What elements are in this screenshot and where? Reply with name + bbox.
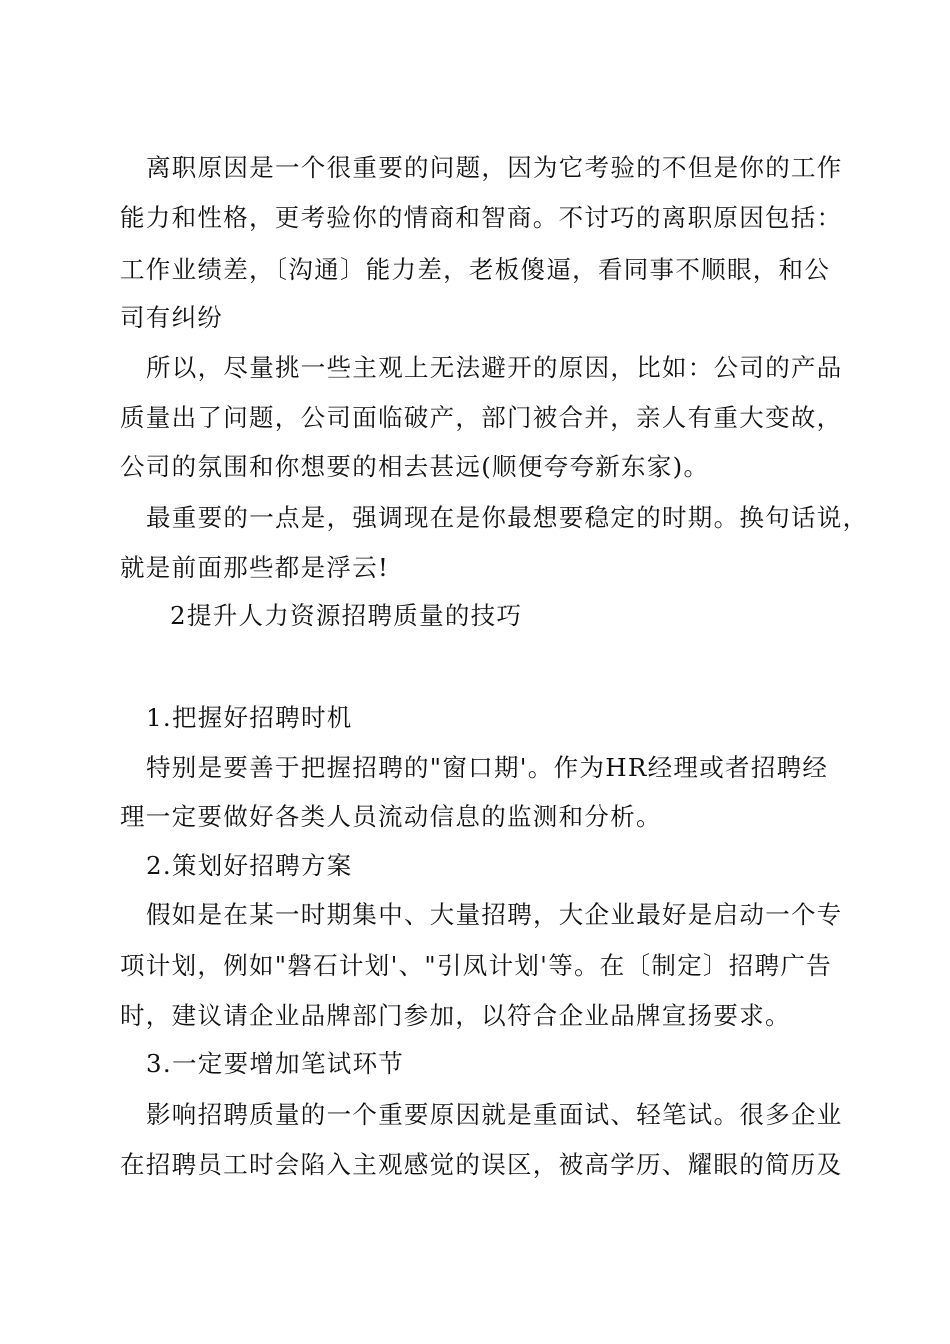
section-heading: 2提升人力资源招聘质量的技巧 [170, 601, 523, 630]
paragraph-line: 特别是要善于把握招聘的"窗口期'。作为HR经理或者招聘经 [146, 753, 829, 782]
paragraph-line: 假如是在某一时期集中、大量招聘，大企业最好是启动一个专 [146, 900, 843, 929]
paragraph-line: 就是前面那些都是浮云! [120, 553, 390, 582]
item-title: 1.把握好招聘时机 [146, 703, 353, 732]
paragraph-line: 离职原因是一个很重要的问题，因为它考验的不但是你的工作 [146, 153, 843, 182]
paragraph-line: 时，建议请企业品牌部门参加，以符合企业品牌宣扬要求。 [120, 1001, 791, 1030]
paragraph-line: 在招聘员工时会陷入主观感觉的误区，被高学历、耀眼的简历及 [120, 1150, 843, 1179]
paragraph-line: 质量出了问题，公司面临破产，部门被合并，亲人有重大变故， [120, 403, 843, 432]
paragraph-line: 最重要的一点是，强调现在是你最想要稳定的时期。换句话说， [146, 503, 869, 532]
paragraph-line: 所以，尽量挑一些主观上无法避开的原因，比如：公司的产品 [146, 353, 843, 382]
paragraph-line: 能力和性格，更考验你的情商和智商。不讨巧的离职原因包括： [120, 203, 843, 232]
item-title: 2.策划好招聘方案 [146, 851, 353, 880]
paragraph-line: 项计划，例如"磐石计划'、"引凤计划'等。在〔制定〕招聘广告 [120, 951, 833, 980]
paragraph-line: 工作业绩差，〔沟通〕能力差，老板傻逼，看同事不顺眼，和公 [120, 255, 831, 284]
paragraph-line: 理一定要做好各类人员流动信息的监测和分析。 [120, 802, 662, 831]
paragraph-line: 影响招聘质量的一个重要原因就是重面试、轻笔试。很多企业 [146, 1100, 843, 1129]
paragraph-line: 公司的氛围和你想要的相去甚远(顺便夸夸新东家)。 [120, 452, 710, 481]
item-title: 3.一定要增加笔试环节 [146, 1049, 405, 1078]
paragraph-line: 司有纠纷 [120, 303, 224, 332]
